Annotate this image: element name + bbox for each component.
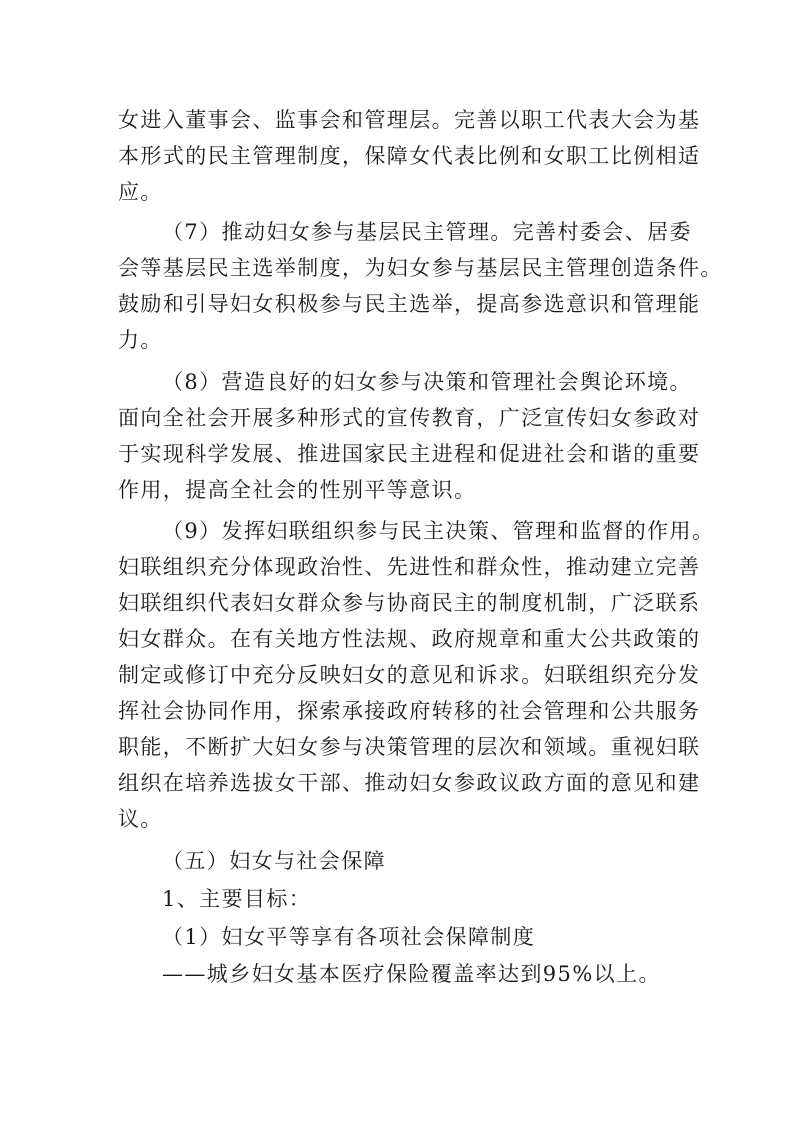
text-line: 议。	[118, 807, 163, 831]
target-item: ——城乡妇女基本医疗保险覆盖率达到95%以上。	[162, 962, 661, 986]
text-line: 妇联组织代表妇女群众参与协商民主的制度机制，广泛联系	[118, 591, 701, 615]
text-line: 鼓励和引导妇女积极参与民主选举，提高参选意识和管理能	[118, 292, 701, 316]
text-line: 妇联组织充分体现政治性、先进性和群众性，推动建立完善	[118, 555, 701, 579]
text-line: 面向全社会开展多种形式的宣传教育，广泛宣传妇女参政对	[118, 406, 701, 430]
text-line: 作用，提高全社会的性别平等意识。	[118, 478, 477, 502]
text-line: （9）发挥妇联组织参与民主决策、管理和监督的作用。	[162, 519, 715, 543]
text-line: 力。	[118, 328, 163, 352]
text-line: 会等基层民主选举制度，为妇女参与基层民主管理创造条件。	[118, 256, 723, 280]
target-heading: （1）妇女平等享有各项社会保障制度	[162, 925, 536, 949]
text-line: 制定或修订中充分反映妇女的意见和诉求。妇联组织充分发	[118, 663, 701, 687]
text-line: 应。	[118, 180, 163, 204]
text-line: 挥社会协同作用，探索承接政府转移的社会管理和公共服务	[118, 699, 701, 723]
text-line: （7）推动妇女参与基层民主管理。完善村委会、居委	[162, 220, 692, 244]
text-line: 女进入董事会、监事会和管理层。完善以职工代表大会为基	[118, 108, 701, 132]
text-line: 组织在培养选拔女干部、推动妇女参政议政方面的意见和建	[118, 771, 701, 795]
section-heading: （五）妇女与社会保障	[162, 849, 386, 873]
text-line: 职能，不断扩大妇女参与决策管理的层次和领域。重视妇联	[118, 735, 701, 759]
text-line: 本形式的民主管理制度，保障女代表比例和女职工比例相适	[118, 144, 701, 168]
text-line: （8）营造良好的妇女参与决策和管理社会舆论环境。	[162, 370, 692, 394]
subsection-heading: 1、主要目标：	[162, 887, 312, 911]
text-line: 于实现科学发展、推进国家民主进程和促进社会和谐的重要	[118, 442, 701, 466]
text-line: 妇女群众。在有关地方性法规、政府规章和重大公共政策的	[118, 627, 701, 651]
